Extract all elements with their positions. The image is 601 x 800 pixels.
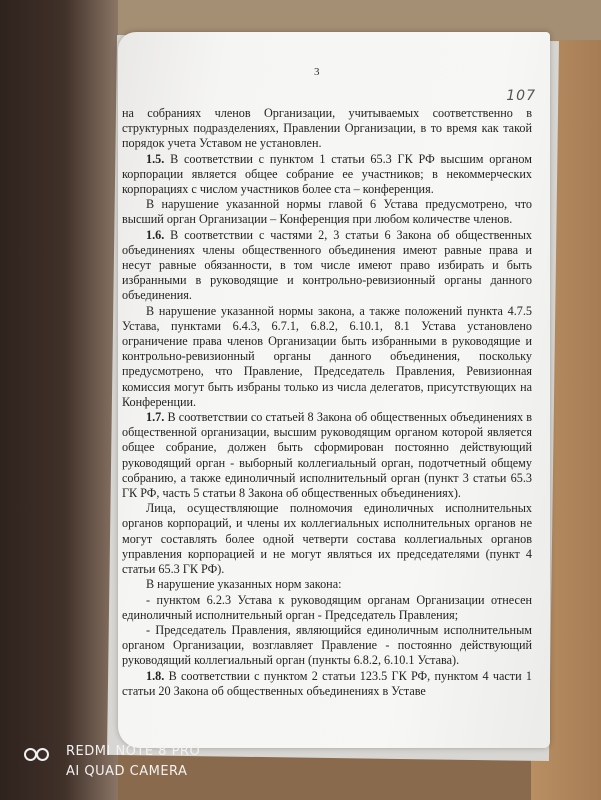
document-body	[122, 106, 532, 699]
paragraph	[122, 410, 532, 501]
paragraph-text: В нарушение указанной нормы главой 6 Устава предусмотрено, что высший орган Организации – Конференция при любом количестве членов.	[122, 197, 532, 227]
camera-model: REDMI NOTE 8 PRO	[66, 744, 201, 759]
paragraph-text: В нарушение указанной нормы закона, а также положений пункта 4.7.5 Устава, пунктами 6.4.3, 6.7.1, 6.8.2, 6.10.1, 8.1 Устава установлено ограничение права членов Организации быть избранными в руководящие и контрольно-ревизионный органы данного объединения, поскольку предусмотрено, что Правление, Председатель Правления, Ревизионная комиссия могут быть избраны только из числа делегатов, присутствующих на Конференции.	[122, 303, 532, 409]
clause-number: 1.8.	[146, 668, 165, 683]
paragraph	[122, 623, 532, 669]
paragraph-text: В соответствии с частями 2, 3 статьи 6 Закона об общественных объединениях члены общественного объединения имеют равные права и несут равные обязанности, в том числе имеют право избирать и быть избранными в руководящие и контрольно-ревизионный органы данного объединения.	[122, 227, 532, 303]
paragraph	[122, 197, 532, 227]
binder-cover	[0, 0, 118, 800]
paragraph-text: В соответствии со статьей 8 Закона об общественных объединениях в общественной организации, высшим руководящим органом которой является общее собрание, должен быть сформирован постоянно действующий руководящий орган - выборный коллегиальный орган, подотчетный общему собранию, а также единоличный исполнительный орган (пункт 3 статьи 65.3 ГК РФ, часть 5 статьи 8 Закона об общественных объединениях).	[122, 410, 532, 501]
paragraph-text: - пунктом 6.2.3 Устава к руководящим органам Организации отнесен единоличный исполнительный орган - Председатель Правления;	[122, 592, 532, 622]
paragraph-text: Лица, осуществляющие полномочия единоличных исполнительных органов корпораций, и члены их коллегиальных исполнительных органов не могут составлять более одной четверти состава коллегиальных органов управления корпорацией и не могут являться их председателями (пункт 4 статьи 65.3 ГК РФ).	[122, 501, 532, 577]
paragraph	[122, 593, 532, 623]
clause-number: 1.7.	[146, 410, 165, 425]
paragraph	[122, 501, 532, 577]
paragraph	[122, 669, 532, 699]
clause-number: 1.5.	[146, 151, 165, 166]
paragraph-text: на собраниях членов Организации, учитываемых соответственно в структурных подразделениях, Правлении Организации, в то время как такой порядок учета Уставом не установлен.	[122, 106, 532, 151]
camera-logo-icon	[24, 748, 56, 764]
clause-number: 1.6.	[146, 227, 165, 242]
paragraph-text: В соответствии с пунктом 2 статьи 123.5 ГК РФ, пунктом 4 части 1 статьи 20 Закона об общественных объединениях в Уставе	[122, 668, 532, 698]
paragraph-text: В нарушение указанных норм закона:	[146, 577, 342, 592]
paragraph	[122, 304, 532, 410]
page-number: 3	[314, 66, 320, 78]
paragraph-text: В соответствии с пунктом 1 статьи 65.3 ГК РФ высшим органом корпорации является общее собрание ее участников; в некоммерческих корпорациях с числом участников более ста – конференция.	[122, 151, 532, 197]
camera-feature: AI QUAD CAMERA	[66, 764, 188, 779]
handwritten-number: 107	[506, 88, 536, 104]
paragraph	[122, 228, 532, 304]
paragraph	[122, 152, 532, 198]
document-page	[118, 32, 550, 748]
paragraph	[122, 106, 532, 152]
paragraph	[122, 577, 532, 592]
paragraph-text: - Председатель Правления, являющийся единоличным исполнительным органом Организации, возглавляет Правление - постоянно действующий руководящий коллегиальный орган (пункты 6.8.2, 6.10.1 Устава).	[122, 622, 532, 668]
